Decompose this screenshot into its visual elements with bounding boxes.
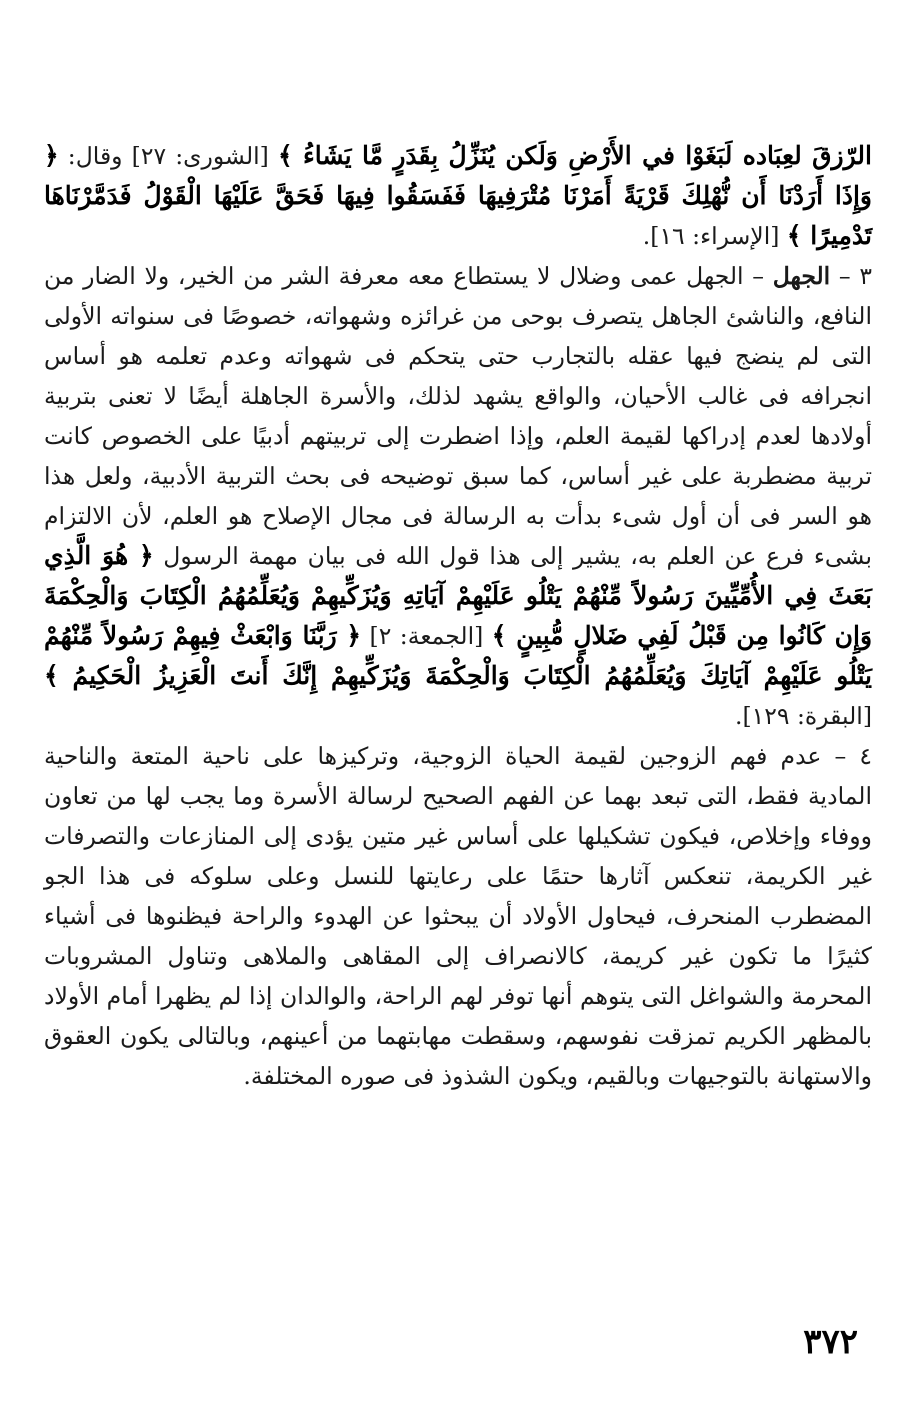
- quote-reference: [الجمعة: ٢]: [361, 622, 492, 650]
- paragraph-text: ٤ – عدم فهم الزوجين لقيمة الحياة الزوجية، وتركيزها على ناحية المتعة والناحية المادية فقط، التى تبعد بهما عن الفهم الصحيح لرسالة الأسرة وما يجب لها من تعاون ووفاء وإخلاص، فيكون تشكيلها على أساس غير متين يؤدى إلى المنازعات والتصرفات غير الكريمة، تنعكس آثارها حتمًا على رعايتها للنسل وعلى سلوكه فى هذا الجو المضطرب المنحرف، فيحاول الأولاد أن يبحثوا عن الهدوء والراحة فيظنوها فى أشياء كثيرًا ما تكون غير كريمة، كالانصراف إلى المقاهى والملاهى وتناول المشروبات المحرمة والشواغل التى يتوهم أنها توفر لهم الراحة، والوالدان إذا لم يظهرا أمام الأولاد بالمظهر الكريم تمزقت نفوسهم، وسقطت مهابتهما من أعينهم، وبالتالى يكون العقوق والاستهانة بالتوجيهات وبالقيم، ويكون الشذوذ فى صوره المختلفة.: [44, 742, 872, 1090]
- quran-quote: ﴿ هُوَ الَّذِي بَعَثَ فِي الأُمِّيِّينَ رَسُولاً مِّنْهُمْ يَتْلُو عَلَيْهِمْ آيَاتِهِ وَيُزَكِّيهِمْ وَيُعَلِّمُهُمُ الْكِتَابَ وَالْحِكْمَةَ وَإِن كَانُوا مِن قَبْلُ لَفِي ضَلالٍ مُّبِينٍ ﴾: [44, 541, 873, 650]
- paragraph-text: – الجهل عمى وضلال لا يستطاع معه معرفة الشر من الخير، ولا الضار من النافع، والناشئ الجاهل يتصرف بوحى من غرائزه وشهواته، خصوصًا فى سنواته الأولى التى لم ينضج فيها عقله بالتجارب حتى يتحكم فى شهواته وعدم تعلمه هو أساس انجرافه فى غالب الأحيان، والواقع يشهد لذلك، والأسرة الجاهلة أيضًا لا تعنى بتربية أولادها لعدم إدراكها لقيمة العلم، وإذا اضطرت إلى تربيتهم أدبيًا على الخصوص كانت تربية مضطربة على غير أساس، كما سبق توضيحه فى بحث التربية الأدبية، ولعل هذا هو السر فى أن أول شىء بدأت به الرسالة فى مجال الإصلاح هو العلم، لأن الالتزام بشىء فرع عن العلم به، يشير إلى هذا قول الله فى بيان مهمة الرسول: [44, 262, 872, 570]
- page-number: ٣٧٢: [803, 1322, 858, 1362]
- quote-reference: [الشورى: ٢٧] وقال:: [58, 142, 278, 170]
- body-text: [44, 136, 872, 1096]
- quran-quote: ﴿ وَإِذَا أَرَدْنَا أَن نُّهْلِكَ قَرْيَةً أَمَرْنَا مُتْرَفِيهَا فَفَسَقُوا فِيهَا فَحَقَّ عَلَيْهَا الْقَوْلُ فَدَمَّرْنَاهَا تَدْمِيرًا ﴾: [44, 141, 872, 250]
- paragraph-3: [44, 736, 872, 1096]
- item-number: ٣ –: [830, 262, 872, 290]
- paragraph-2: [44, 256, 872, 736]
- quran-quote: الرّزقَ لعِبَاده لَبَغَوْا في الأَرْضِ وَلَكن يُنَزِّلُ بِقَدَرٍ مَّا يَشَاءُ ﴾: [277, 141, 872, 170]
- quran-quote: ﴿ رَبَّنَا وَابْعَثْ فِيهِمْ رَسُولاً مِّنْهُمْ يَتْلُو عَلَيْهِمْ آيَاتِكَ وَيُعَلِّمُهُمُ الْكِتَابَ وَالْحِكْمَةَ وَيُزَكِّيهِمْ إِنَّكَ أَنتَ الْعَزِيزُ الْحَكِيمُ ﴾: [44, 621, 872, 690]
- quote-reference: [الإسراء: ١٦].: [642, 222, 787, 250]
- section-heading: الجهل: [772, 262, 831, 290]
- paragraph-1: [44, 136, 872, 256]
- quote-reference: [البقرة: ١٢٩].: [734, 702, 872, 730]
